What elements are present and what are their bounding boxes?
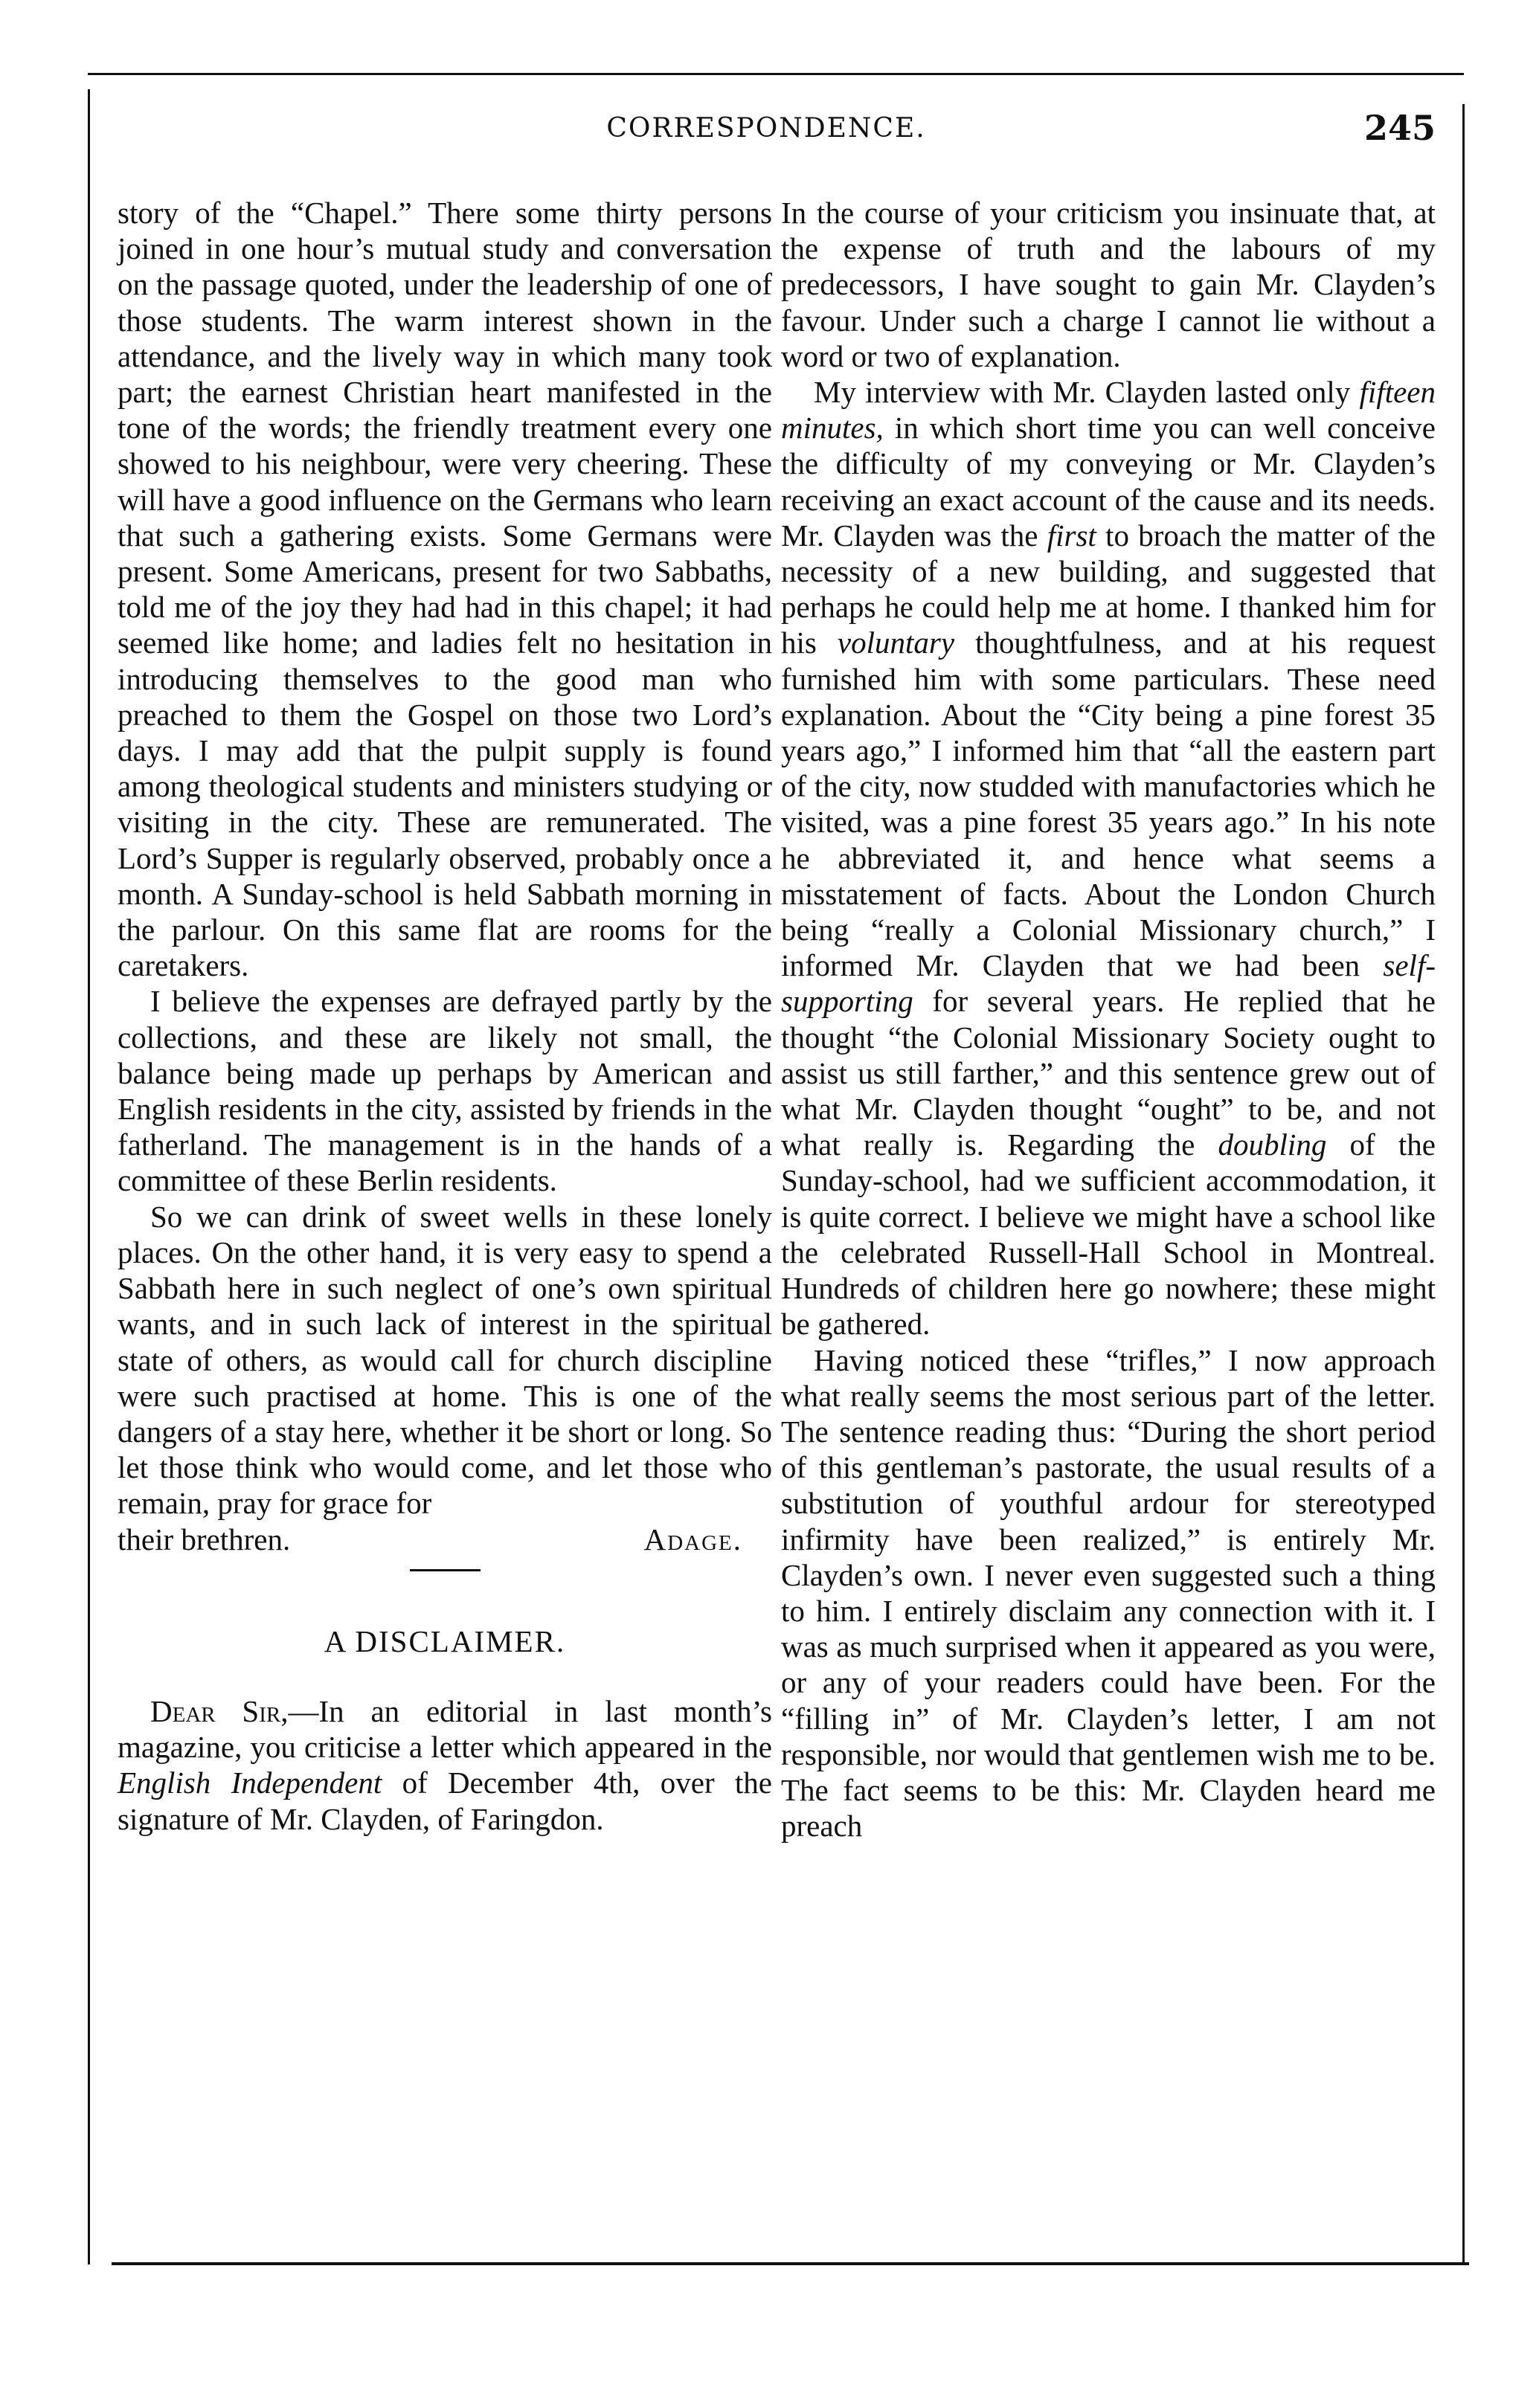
right-border-rule [1462,104,1465,2264]
right-column [781,195,1436,1844]
paragraph-interview [781,374,1436,1342]
section-divider [410,1569,481,1571]
emphasis-first: first [1047,518,1096,553]
emphasis-fifteen-minutes: fifteen minutes, [781,375,1436,445]
paragraph-sweet-wells: So we can drink of sweet wells in these lonely places. On the other hand, it is very easy to spend a Sabbath here in such neglect of one’s own spiritual wants, and in such lack of interest in the spiritual state of others, as would call for church discipline were such practised at home. This is one of the dangers of a stay here, whether it be short or long. So let those think who would come, and let those who remain, pray for grace for [118,1199,772,1521]
signoff-line [118,1522,772,1557]
emphasis-self-supporting: self-supporting [781,948,1436,1019]
paragraph-trifles: Having noticed these “trifles,” I now approach what really seems the most serious part of the letter. The sentence reading thus: “During the short period of this gentleman’s pastorate, the usual results of a substitution of youthful ardour for stereotyped infirmity have been realized,” is entirely Mr. Clayden’s own. I never even suggested such a thing to him. I entirely disclaim any connection with it. I was as much surprised when it appeared as you were, or any of your readers could have been. For the “filling in” of Mr. Clayden’s letter, I am not responsible, nor would that gentlemen wish me to be. The fact seems to be this: Mr. Clayden heard me preach [781,1342,1436,1844]
salutation: Dear Sir, [150,1693,289,1728]
left-border-rule [88,89,90,2264]
interview-text-c: to broach the matter of the necessity of a new building, and suggested that perhaps he could help me at home. I thanked him for his [781,518,1436,660]
disclaimer-text-b: of December 4th, over the signature of Mr. Clayden, of Faringdon. [118,1765,773,1836]
interview-text-d: thoughtfulness, and at his request furnished him with some particulars. These need explanation. About the “City being a pine forest 35 years ago,” I informed him that “all the eastern part of the city, now studded with manufactories which he visited, was a pine forest 35 years ago.” In his note he abbreviated it, and hence what seems a misstatement of facts. About the London Church being “really a Colonial Missionary church,” I informed Mr. Clayden that we had been [781,625,1436,983]
bottom-border-rule [112,2262,1469,2265]
interview-text-a: My interview with Mr. Clayden lasted only [814,375,1360,410]
paragraph-expenses: I believe the expenses are defrayed partly by the collections, and these are likely not small, the balance being made up perhaps by American and English residents in the city, assisted by friends in the fatherland. The management is in the hands of a committee of these Berlin residents. [118,984,772,1198]
publication-title: English Independent [118,1765,382,1800]
left-column [118,195,772,1837]
closing-phrase: their brethren. [118,1522,291,1556]
paragraph-disclaimer-opening [118,1693,772,1837]
emphasis-voluntary: voluntary [837,625,955,660]
author-signature: Adage. [643,1522,742,1556]
section-title: A DISCLAIMER. [324,1623,566,1658]
paragraph-criticism: In the course of your criticism you insinuate that, at the expense of truth and the labours of my predecessors, I have sought to gain Mr. Clayden’s favour. Under such a charge I cannot lie without a word or two of explanation. [781,196,1436,373]
top-border-rule [88,73,1464,75]
paragraph-chapel-story: story of the “Chapel.” There some thirty persons joined in one hour’s mutual study and conversation on the passage quoted, under the leadership of one of those students. The warm interest shown in the attendance, and the lively way in which many took part; the earnest Christian heart manifested in the tone of the words; the friendly treatment every one showed to his neighbour, were very cheering. These will have a good influence on the Germans who learn that such a gathering exists. Some Germans were present. Some Americans, present for two Sabbaths, told me of the joy they had had in this chapel; it had seemed like home; and ladies felt no hesitation in introducing themselves to the good man who preached to them the Gospel on those two Lord’s days. I may add that the pulpit supply is found among theological students and ministers studying or visiting in the city. These are remunerated. The Lord’s Supper is regularly observed, probably once a month. A Sunday-school is held Sabbath morning in the parlour. On this same flat are rooms for the caretakers. [118,196,772,983]
interview-text-f: of the Sunday-school, had we sufficient accommodation, it is quite correct. I believe we might have a school like the celebrated Russell-Hall School in Montreal. Hundreds of children here go nowhere; these might be gathered. [781,1127,1436,1342]
disclaimer-text-a: —In an editorial in last month’s magazine, you criticise a letter which appeared in the [118,1693,772,1765]
running-header: CORRESPONDENCE. [606,113,926,144]
emphasis-doubling: doubling [1218,1127,1327,1162]
interview-text-b: in which short time you can well conceive the difficulty of my conveying or Mr. Clayden’s receiving an exact account of the cause and its needs. Mr. Clayden was the [781,411,1436,553]
interview-text-e: for several years. He replied that he thought “the Colonial Missionary Society ought to assist us still farther,” and this sentence grew out of what Mr. Clayden thought “ought” to be, and not what really is. Regarding the [781,984,1436,1162]
page-number: 245 [1363,108,1436,148]
